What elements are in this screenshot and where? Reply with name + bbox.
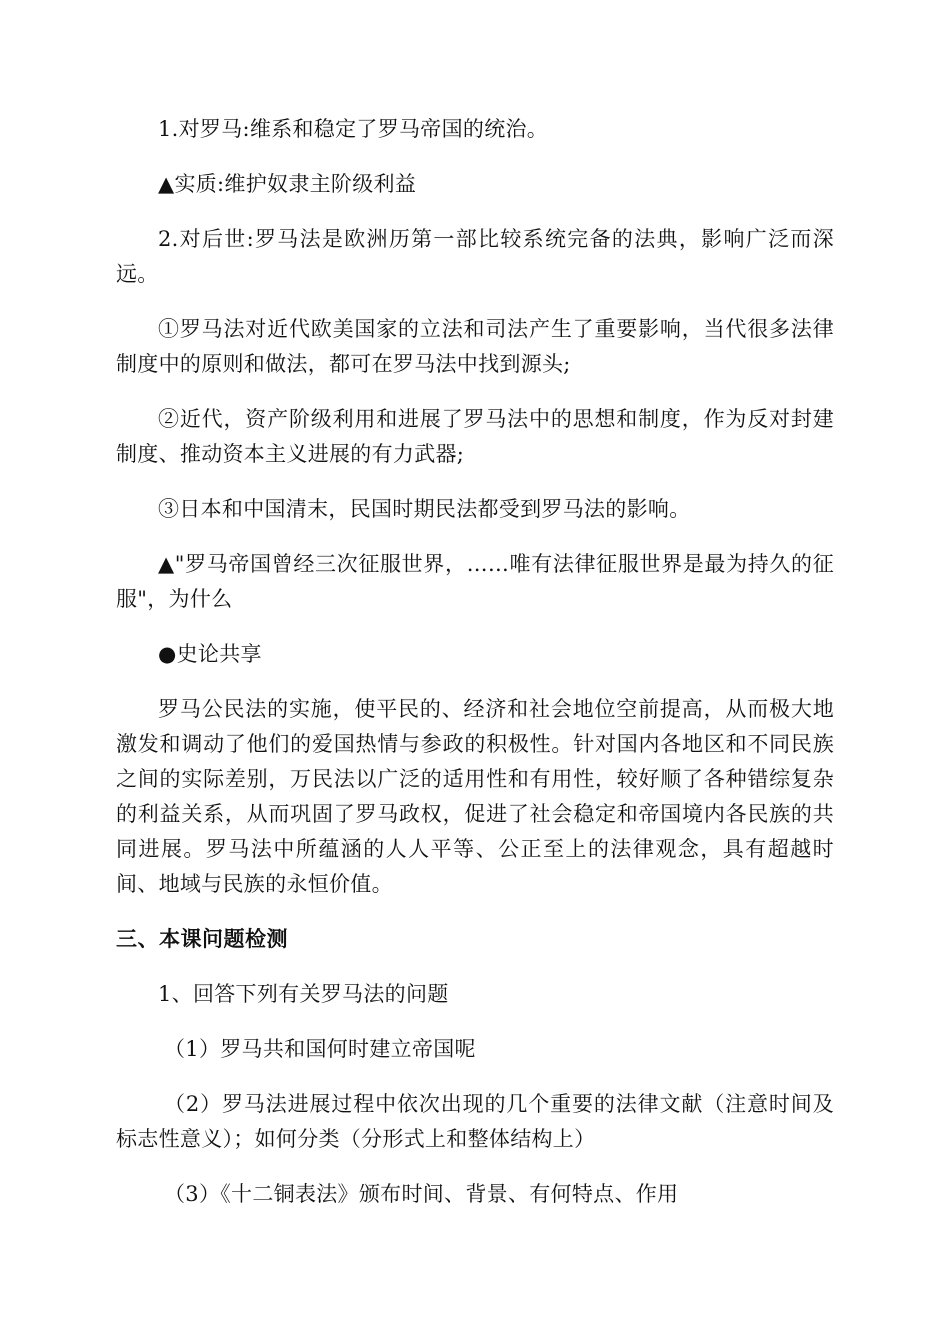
document-body: [116, 112, 834, 1232]
question-sub-2: （2）罗马法进展过程中依次出现的几个重要的法律文献（注意时间及标志性意义）；如何分类（分形式上和整体结构上）: [116, 1092, 834, 1151]
question-sub-1: （1）罗马共和国何时建立帝国呢: [164, 1037, 476, 1061]
impact-on-rome: 1.对罗马:维系和稳定了罗马帝国的统治。: [158, 117, 549, 141]
quote-question: ▲"罗马帝国曾经三次征服世界，……唯有法律征服世界是最为持久的征服"，为什么: [116, 552, 834, 611]
point-three: ③日本和中国清末，民国时期民法都受到罗马法的影响。: [158, 497, 691, 521]
point-one: ①罗马法对近代欧美国家的立法和司法产生了重要影响，当代很多法律制度中的原则和做法，都可在罗马法中找到源头;: [116, 317, 834, 376]
history-discussion-text: 罗马公民法的实施，使平民的、经济和社会地位空前提高，从而极大地激发和调动了他们的爱国热情与参政的积极性。针对国内各地区和不同民族之间的实际差别，万民法以广泛的适用性和有用性，较好顺了各种错综复杂的利益关系，从而巩固了罗马政权，促进了社会稳定和帝国境内各民族的共同进展。罗马法中所蕴涵的人人平等、公正至上的法律观念，具有超越时间、地域与民族的永恒价值。: [116, 697, 834, 896]
section-heading: 三、本课问题检测: [116, 927, 288, 951]
essence-note: ▲实质:维护奴隶主阶级利益: [158, 172, 417, 196]
impact-on-later-ages: 2.对后世:罗马法是欧洲历第一部比较系统完备的法典，影响广泛而深远。: [116, 227, 834, 286]
question-sub-3: （3）《十二铜表法》颁布时间、背景、有何特点、作用: [164, 1182, 679, 1206]
question-main: 1、回答下列有关罗马法的问题: [158, 982, 449, 1006]
point-two: ②近代，资产阶级利用和进展了罗马法中的思想和制度，作为反对封建制度、推动资本主义进展的有力武器;: [116, 407, 834, 466]
history-discussion-label: ●史论共享: [158, 642, 262, 666]
